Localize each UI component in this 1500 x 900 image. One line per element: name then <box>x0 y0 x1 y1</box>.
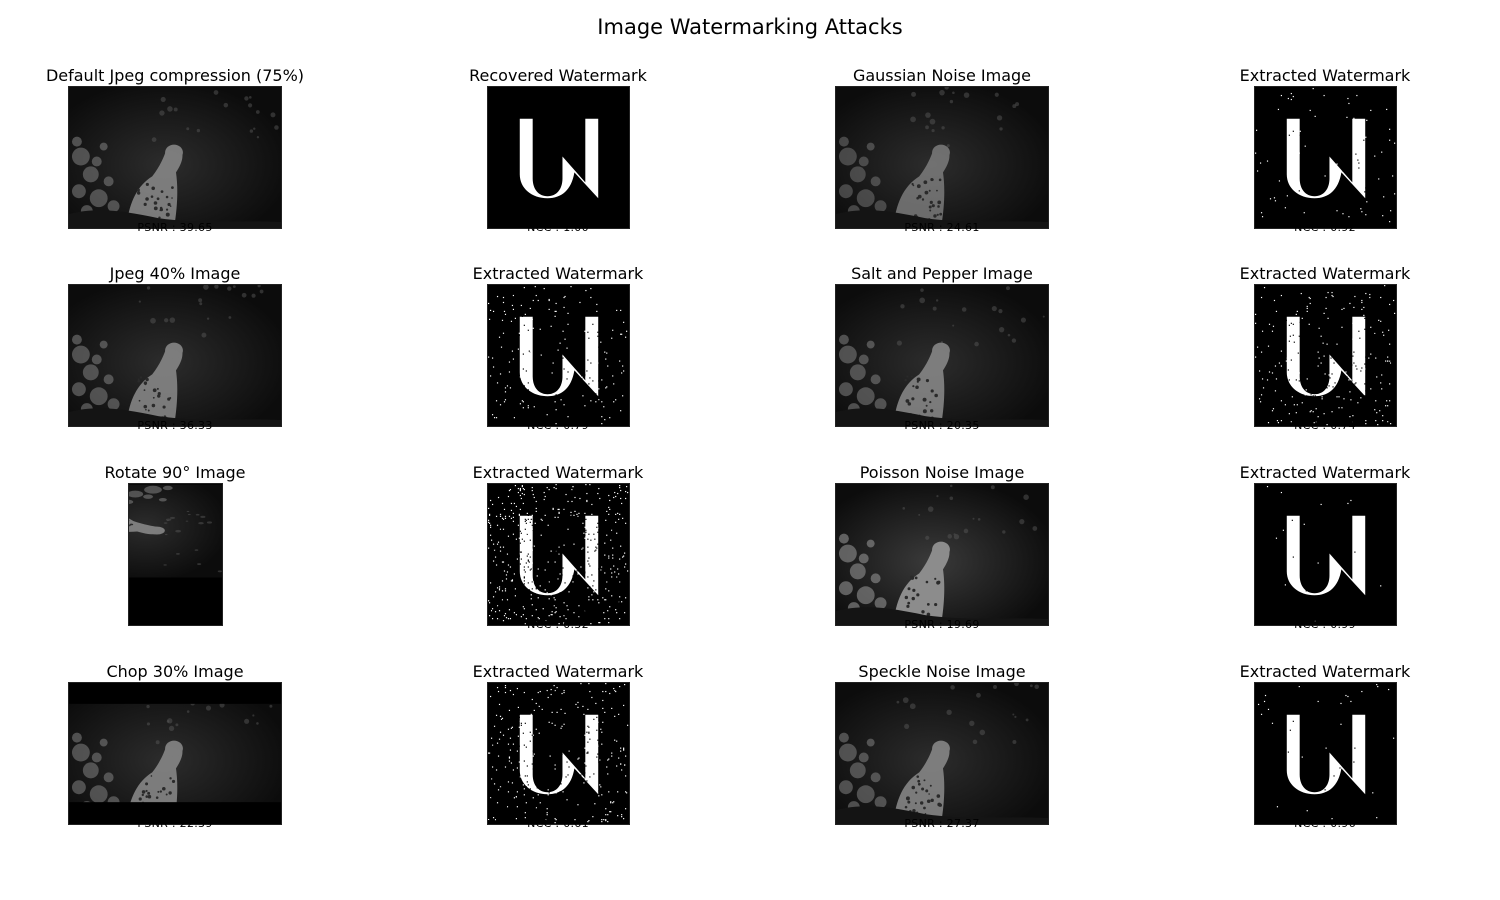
un-logo-graphic <box>488 484 629 625</box>
watermark-image <box>1254 284 1397 427</box>
panel-title: Extracted Watermark <box>472 264 644 283</box>
panel-title: Salt and Pepper Image <box>851 264 1033 283</box>
figure-title: Image Watermarking Attacks <box>597 15 903 39</box>
watermark-panel <box>1175 264 1475 454</box>
attacked-image-panel <box>25 662 325 852</box>
watermark-panel <box>1175 662 1475 852</box>
panel-title: Extracted Watermark <box>472 662 644 681</box>
psnr-caption: PSNR : 36.33 <box>137 419 213 432</box>
un-logo-graphic <box>488 285 629 426</box>
leopard-photo-graphic <box>69 683 281 824</box>
psnr-caption: PSNR : 24.61 <box>904 221 980 234</box>
attacked-image-panel <box>25 66 325 256</box>
watermark-image <box>487 682 630 825</box>
ncc-caption: NCC : 0.96 <box>1294 817 1356 830</box>
psnr-caption: PSNR : 39.65 <box>137 221 213 234</box>
psnr-caption: PSNR : 19.69 <box>904 618 980 631</box>
attacked-image-panel <box>792 264 1092 454</box>
panel-title: Extracted Watermark <box>472 463 644 482</box>
leopard-photo-graphic <box>836 683 1048 824</box>
ncc-caption: NCC : 0.32 <box>527 618 589 631</box>
leopard-photo-graphic <box>836 484 1048 625</box>
ncc-caption: NCC : 0.61 <box>527 817 589 830</box>
watermark-image <box>1254 86 1397 229</box>
photo-image <box>835 86 1049 229</box>
photo-image <box>68 682 282 825</box>
panel-title: Default Jpeg compression (75%) <box>45 66 305 85</box>
panel-title: Extracted Watermark <box>1239 66 1411 85</box>
photo-image <box>68 86 282 229</box>
un-logo-graphic <box>1255 484 1396 625</box>
un-logo-graphic <box>1255 683 1396 824</box>
panel-title: Extracted Watermark <box>1239 463 1411 482</box>
watermark-image <box>487 86 630 229</box>
psnr-caption: PSNR : 22.39 <box>137 817 213 830</box>
watermark-panel <box>408 264 708 454</box>
photo-image <box>128 483 223 626</box>
attacked-image-panel <box>792 463 1092 653</box>
ncc-caption: NCC : 0.99 <box>1294 618 1356 631</box>
psnr-caption: PSNR : 20.35 <box>904 419 980 432</box>
watermark-image <box>1254 682 1397 825</box>
photo-image <box>835 682 1049 825</box>
panel-title: Rotate 90° Image <box>104 463 246 482</box>
leopard-photo-graphic <box>69 285 281 426</box>
photo-image <box>835 483 1049 626</box>
ncc-caption: NCC : 1.00 <box>527 221 589 234</box>
leopard-photo-graphic <box>69 87 281 228</box>
panel-title: Recovered Watermark <box>469 66 647 85</box>
photo-image <box>835 284 1049 427</box>
un-logo-graphic <box>1255 87 1396 228</box>
watermark-panel <box>1175 66 1475 256</box>
ncc-caption: NCC : 0.79 <box>527 419 589 432</box>
attacked-image-panel <box>25 463 325 653</box>
panel-title: Speckle Noise Image <box>858 662 1026 681</box>
attacked-image-panel <box>25 264 325 454</box>
watermark-panel <box>1175 463 1475 653</box>
ncc-caption: NCC : 0.74 <box>1294 419 1356 432</box>
un-logo-graphic <box>488 683 629 824</box>
panel-title: Extracted Watermark <box>1239 264 1411 283</box>
attacked-image-panel <box>792 662 1092 852</box>
panel-title: Extracted Watermark <box>1239 662 1411 681</box>
ncc-caption: NCC : 0.92 <box>1294 221 1356 234</box>
leopard-photo-graphic <box>836 285 1048 426</box>
watermark-panel <box>408 662 708 852</box>
watermark-panel <box>408 66 708 256</box>
psnr-caption: PSNR : 27.37 <box>904 817 980 830</box>
un-logo-graphic <box>488 87 629 228</box>
watermark-image <box>1254 483 1397 626</box>
watermark-panel <box>408 463 708 653</box>
panel-title: Poisson Noise Image <box>859 463 1025 482</box>
panel-title: Jpeg 40% Image <box>109 264 241 283</box>
leopard-photo-graphic <box>836 87 1048 228</box>
panel-title: Chop 30% Image <box>106 662 244 681</box>
un-logo-graphic <box>1255 285 1396 426</box>
panel-title: Gaussian Noise Image <box>852 66 1032 85</box>
watermark-image <box>487 483 630 626</box>
photo-image <box>68 284 282 427</box>
leopard-photo-graphic <box>129 484 222 625</box>
attacked-image-panel <box>792 66 1092 256</box>
watermark-image <box>487 284 630 427</box>
